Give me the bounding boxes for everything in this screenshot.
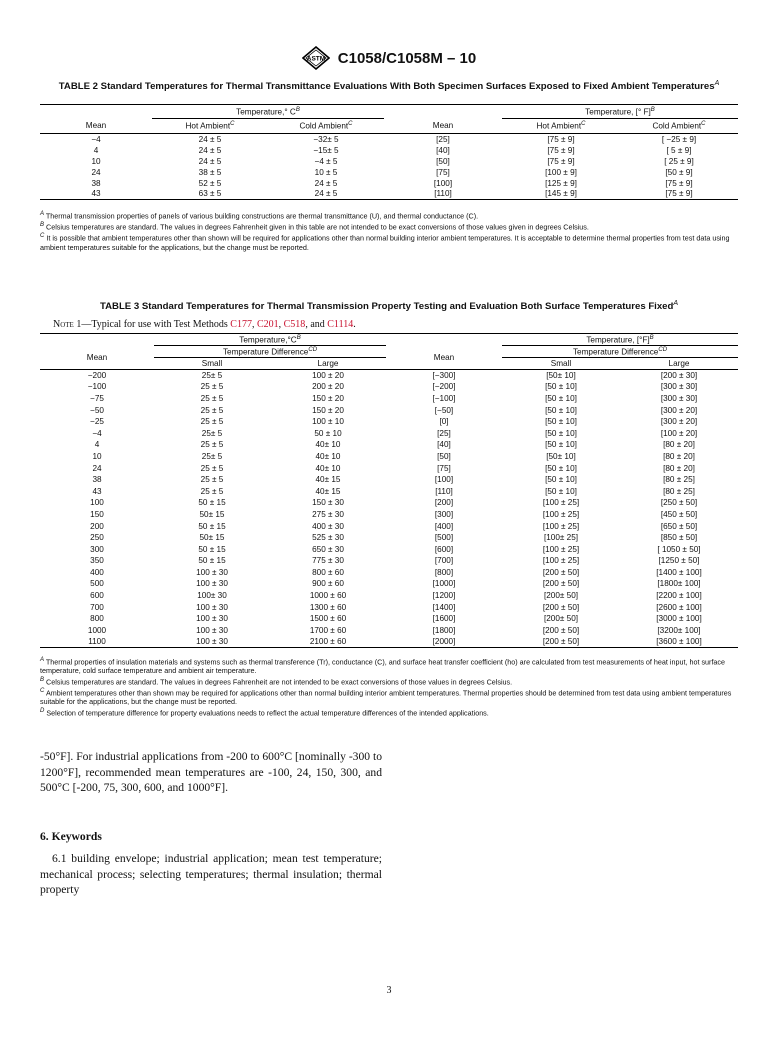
table3-cell: 25 ± 5 <box>200 440 224 450</box>
table3-cell: 150 ± 30 <box>312 498 344 508</box>
table3-cell: 150 ± 20 <box>312 405 344 415</box>
table3-row <box>40 509 738 521</box>
table3-cell: [850 ± 50] <box>660 533 698 543</box>
document-designation: C1058/C1058M – 10 <box>337 49 477 67</box>
table3-cell: 600 <box>90 591 104 601</box>
table2-col-mean-f: Mean <box>432 121 454 131</box>
table2-cell: −4 ± 5 <box>314 156 338 166</box>
table3-cell: [50 ± 10] <box>545 428 577 438</box>
table3-row <box>40 497 738 509</box>
table3-cell: 350 <box>90 556 104 566</box>
section-heading-keywords: 6. Keywords <box>40 830 102 843</box>
table3-row <box>40 485 738 497</box>
table3-cell: [80 ± 20] <box>663 440 695 450</box>
table3-cell: 43 <box>92 486 102 496</box>
table3-cell: 25± 5 <box>201 371 223 381</box>
table3-cell: [400] <box>434 521 454 531</box>
table2-cell: [75] <box>436 167 450 177</box>
table3-cell: [50 ± 10] <box>545 405 577 415</box>
table2-body <box>40 134 738 200</box>
table3-cell: [100] <box>434 475 454 485</box>
table2-cell: 24 ± 5 <box>198 156 222 166</box>
table2-row <box>40 156 738 167</box>
table3-cell: [50± 10] <box>546 451 576 461</box>
table3-cell: 50 ± 15 <box>198 498 226 508</box>
table3-cell: 650 ± 30 <box>312 544 344 554</box>
table3-cell: 4 <box>94 440 100 450</box>
table3-cell: 25 ± 5 <box>200 393 224 403</box>
table2-cell: 4 <box>93 145 99 155</box>
table3-row <box>40 427 738 439</box>
table3-cell: 10 <box>92 451 102 461</box>
table2-caption: TABLE 2 Standard Temperatures for Thermal Transmittance Evaluations With Both Specimen Surfaces Exposed to Fixed Ambient Temperatures$^A$ <box>58 80 720 93</box>
table3-cell: 25 ± 5 <box>200 486 224 496</box>
table3-cell: [1600] <box>432 614 456 624</box>
table2-cell: 43 <box>91 189 101 199</box>
table3-cell: [80 ± 20] <box>663 463 695 473</box>
table3-cell: 300 <box>90 544 104 554</box>
table3-cell: 100 <box>90 498 104 508</box>
table3-group-celsius: $Temperature,^\circ C^B$ <box>154 334 386 346</box>
table3-footnote-c: $^C$ Ambient temperatures other than shown may be required for applications other than normal building interior ambient temperatures. Thermal properties should be determined from test data using ambient temperatures suitable for the applications, but the change must be reported. <box>40 688 732 707</box>
table3-cell: [200 ± 30] <box>660 371 698 381</box>
table3-cell: 38 <box>92 475 102 485</box>
table3-cell: [3600 ± 100] <box>656 637 702 647</box>
table3-cell: 2100 ± 60 <box>309 637 347 647</box>
table2-footnote-b: $^B$ Celsius temperatures are standard. The values in degrees Fahrenheit given in this table are not intended to be exact conversions of those values given in degrees Celsius. <box>40 222 589 232</box>
table3-cell: 1000 <box>87 625 107 635</box>
table2-row <box>40 134 738 145</box>
table3-cell: [0] <box>439 417 449 427</box>
table2-cell: [ 5 ± 9] <box>666 145 692 155</box>
table3-cell: [80 ± 25] <box>663 475 695 485</box>
table3-cell: [−50] <box>434 405 454 415</box>
table2-group-celsius: Temperature,° $C^B$ <box>152 105 384 119</box>
table3-cell: [50 ± 10] <box>545 417 577 427</box>
table3-row <box>40 462 738 474</box>
table3-cell: [1000] <box>432 579 456 589</box>
table3-cell: [3200± 100] <box>657 625 701 635</box>
table2-cell: [25] <box>436 134 450 144</box>
table3-row <box>40 439 738 451</box>
table3-cell: [25] <box>437 428 451 438</box>
table3-cell: [50] <box>437 451 451 461</box>
table2-group-fahrenheit: Temperature, [° F]$^B$ <box>502 105 738 119</box>
table3-cell: 40± 10 <box>315 440 341 450</box>
table3-col-small-f: Small <box>550 359 572 368</box>
table3-cell: [650 ± 50] <box>660 521 698 531</box>
ref-link-c201[interactable]: C201 <box>256 319 279 330</box>
table3-row <box>40 393 738 405</box>
table3-footnote-d: $^D$ Selection of temperature difference for property evaluations needs to reflect the actual temperature differences of the intended applications. <box>40 708 489 718</box>
table2-cell: 52 ± 5 <box>198 178 222 188</box>
table3-footnotes <box>40 656 738 718</box>
table2-footnote-a: $^A$ Thermal transmission properties of panels of various building constructions are thermal transmittance (U), and thermal conductance (C). <box>40 211 479 221</box>
table2-cell: [75 ± 9] <box>547 134 575 144</box>
table3-cell: [100 ± 25] <box>542 556 580 566</box>
ref-link-c177[interactable]: C177 <box>230 319 252 330</box>
table3-cell: 1100 <box>88 637 106 647</box>
table3-cell: 200 ± 20 <box>312 382 344 392</box>
table3-cell: [50 ± 10] <box>545 440 577 450</box>
table3-cell: [200] <box>434 498 454 508</box>
table3-cell: [1800± 100] <box>657 579 701 589</box>
table3-cell: 800 <box>90 614 104 624</box>
table3-cell: [300] <box>434 509 454 519</box>
table3-row <box>40 451 738 463</box>
table3-cell: 250 <box>90 533 104 543</box>
table3-cell: [100± 25] <box>543 533 579 543</box>
table3-row <box>40 590 738 602</box>
table3-cell: 100 ± 30 <box>196 637 228 647</box>
table3-cell: 100 ± 30 <box>196 602 228 612</box>
table2-col-cold: Cold Ambient$^C$ <box>299 121 353 131</box>
table3-cell: −100 <box>87 382 107 392</box>
table3-note: Note 1—Typical for use with Test Methods C177, C201, C518, and C1114. <box>53 319 356 330</box>
table3-cell: 50 ± 15 <box>198 544 226 554</box>
table3-cell: [−100] <box>432 393 456 403</box>
table2-cell: 24 ± 5 <box>198 134 222 144</box>
table3 <box>40 333 738 648</box>
table2-cell: [ −25 ± 9] <box>661 134 697 144</box>
table3-cell: 25± 5 <box>201 428 223 438</box>
table3-cell: [200 ± 50] <box>542 602 580 612</box>
table2-cell: [ 25 ± 9] <box>664 156 694 166</box>
table3-cell: 25 ± 5 <box>200 463 224 473</box>
table3-cell: [300 ± 30] <box>660 393 698 403</box>
table3-cell: [100 ± 25] <box>542 544 580 554</box>
table3-cell: [75] <box>437 463 451 473</box>
table3-cell: 400 <box>90 567 104 577</box>
table3-cell: [200± 50] <box>543 591 579 601</box>
table3-cell: 50 ± 15 <box>198 556 226 566</box>
table3-cell: [300 ± 20] <box>660 417 698 427</box>
table3-row <box>40 520 738 532</box>
table3-row <box>40 601 738 613</box>
table3-cell: 25 ± 5 <box>200 405 224 415</box>
table3-cell: 800 ± 60 <box>312 567 344 577</box>
table3-cell: [250 ± 50] <box>660 498 698 508</box>
table3-row <box>40 578 738 590</box>
table3-cell: 100 ± 30 <box>196 579 228 589</box>
table2-cell: [40] <box>436 145 450 155</box>
table3-cell: [300 ± 20] <box>660 405 698 415</box>
table3-cell: −75 <box>90 393 104 403</box>
table3-row <box>40 474 738 486</box>
table2-cell: [75 ± 9] <box>547 156 575 166</box>
table3-row <box>40 613 738 625</box>
table3-cell: 40± 10 <box>315 463 341 473</box>
table3-cell: 1700 ± 60 <box>309 625 347 635</box>
table2-cell: 24 ± 5 <box>314 189 338 199</box>
table3-cell: [500] <box>434 533 454 543</box>
table3-cell: [110] <box>435 486 453 496</box>
table3-cell: −25 <box>90 417 104 427</box>
table3-col-diff-f: Temperature Difference$^{CD}$ <box>502 346 738 358</box>
table2-row <box>40 145 738 156</box>
table3-footnote-b: $^B$ Celsius temperatures are standard. The values in degrees Fahrenheit are not intended to be exact conversions of those values in degrees Celsius. <box>40 676 513 687</box>
table3-cell: [ 1050 ± 50] <box>657 544 701 554</box>
table3-cell: 25 ± 5 <box>200 417 224 427</box>
table3-cell: [1800] <box>432 625 456 635</box>
table3-body <box>40 370 738 648</box>
table3-cell: 40± 15 <box>315 475 341 485</box>
table2-cell: [100 ± 9] <box>545 167 577 177</box>
table2-cell: [50] <box>436 156 450 166</box>
table3-cell: 100± 30 <box>197 591 227 601</box>
table2-cell: 24 <box>91 167 101 177</box>
table3-cell: [50± 10] <box>546 371 576 381</box>
table3-cell: [−300] <box>432 371 456 381</box>
table3-row <box>40 381 738 393</box>
table3-cell: [100 ± 25] <box>542 521 580 531</box>
table3-col-large-f: Large <box>668 359 690 368</box>
table3-cell: 150 ± 20 <box>312 393 344 403</box>
ref-link-c518[interactable]: C518 <box>283 319 306 330</box>
ref-link-c1114[interactable]: C1114 <box>327 319 354 330</box>
table2-cell: 63 ± 5 <box>198 189 222 199</box>
table3-cell: 100 ± 30 <box>196 614 228 624</box>
table2-cell: −4 <box>91 134 101 144</box>
table3-footnote-a: $^A$ Thermal properties of insulation materials and systems such as thermal transference (Tr), conductance (C), and surface heat transfer coefficient (ho) are calculated from test measurements of heat input, hot surface temperature, cold surface temperature and ambient air temperature. <box>40 657 726 676</box>
table3-row <box>40 567 738 579</box>
table2-col-hot: Hot Ambient$^C$ <box>185 121 235 131</box>
table2-cell: [110] <box>434 189 452 199</box>
table3-cell: 775 ± 30 <box>312 556 344 566</box>
table3-caption: TABLE 3 Standard Temperatures for Thermal Transmission Property Testing and Evaluation Both Surface Temperatures Fixed$^A$ <box>99 300 679 313</box>
table2-col-mean: Mean <box>85 121 107 131</box>
table3-cell: [1250 ± 50] <box>658 556 700 566</box>
table3-group-fahrenheit: Temperature, $[^\circ F]^B$ <box>502 334 738 346</box>
table3-cell: [50 ± 10] <box>545 463 577 473</box>
table3-row <box>40 370 738 382</box>
table3-cell: 50 ± 10 <box>314 428 342 438</box>
body-paragraph-keywords: 6.1 building envelope; industrial application; mean test temperature; mechanical process; selecting temperatures; thermal insulation; thermal property <box>40 852 382 897</box>
table3-cell: 1500 ± 60 <box>309 614 347 624</box>
table3-cell: [200 ± 50] <box>542 579 580 589</box>
body-paragraph-1: -50°F]. For industrial applications from -200 to 600°C [nominally -300 to 1200°F], recommended mean temperatures are -100, 24, 150, 300, and 500°C [-200, 75, 300, 600, and 1000°F]. <box>40 750 382 795</box>
page-header <box>0 46 778 70</box>
table3-cell: 525 ± 30 <box>312 533 344 543</box>
table3-cell: [3000 ± 100] <box>656 614 702 624</box>
table3-col-small: Small <box>201 359 223 368</box>
table3-cell: 25 ± 5 <box>200 382 224 392</box>
table3-row <box>40 636 738 648</box>
table3-cell: [50 ± 10] <box>545 475 577 485</box>
table3-cell: [50 ± 10] <box>545 382 577 392</box>
table2-cell: [75 ± 9] <box>665 189 693 199</box>
table3-cell: [450 ± 50] <box>660 509 698 519</box>
table2-row <box>40 189 738 200</box>
table3-cell: 500 <box>90 579 104 589</box>
table3-cell: [600] <box>434 544 454 554</box>
table3-cell: [2000] <box>432 637 456 647</box>
table3-cell: 50± 15 <box>199 509 225 519</box>
table3-cell: 100 ± 20 <box>312 371 344 381</box>
table3-cell: [200 ± 50] <box>542 567 580 577</box>
table3-cell: [1200] <box>432 591 456 601</box>
table2 <box>40 104 738 200</box>
table3-col-mean: Mean <box>40 346 154 370</box>
table2-footnote-c: $^C$ It is possible that ambient temperatures other than shown will be required for applications other than normal building interior ambient temperatures. It is acceptable to determine thermal properties from test data using ambient temperatures suitable for the applications, but the change must be reported. <box>40 233 730 252</box>
table2-header-row <box>40 119 738 134</box>
table3-col-diff: Temperature Difference$^{CD}$ <box>154 346 386 358</box>
table3-cell: [80 ± 20] <box>663 451 695 461</box>
table3-cell: 25 ± 5 <box>200 475 224 485</box>
table2-cell: 10 <box>91 156 101 166</box>
table3-cell: [100 ± 25] <box>542 498 580 508</box>
table2-cell: 24 ± 5 <box>314 178 338 188</box>
table2-cell: 38 ± 5 <box>198 167 222 177</box>
table3-col-large: Large <box>317 359 339 368</box>
table3-cell: [−200] <box>432 382 456 392</box>
table3-cell: [700] <box>434 556 454 566</box>
table2-cell: [145 ± 9] <box>545 189 577 199</box>
table3-cell: 150 <box>90 509 104 519</box>
table3-cell: 100 ± 10 <box>312 417 344 427</box>
table3-col-mean-f: Mean <box>386 346 502 370</box>
table3-cell: [40] <box>437 440 451 450</box>
table2-row <box>40 167 738 178</box>
table3-cell: 100 ± 30 <box>196 567 228 577</box>
table3-cell: 400 ± 30 <box>312 521 344 531</box>
table3-cell: 1000 ± 60 <box>309 591 347 601</box>
table3-cell: 200 <box>90 521 104 531</box>
table3-cell: 100 ± 30 <box>196 625 228 635</box>
table3-cell: 275 ± 30 <box>312 509 344 519</box>
table3-cell: [200± 50] <box>543 614 579 624</box>
table3-cell: 50 ± 15 <box>198 521 226 531</box>
table2-cell: [75 ± 9] <box>665 178 693 188</box>
table3-row <box>40 416 738 428</box>
table3-cell: [80 ± 25] <box>663 486 695 496</box>
astm-logo-icon <box>302 46 330 70</box>
table2-cell: 10 ± 5 <box>314 167 338 177</box>
table3-cell: 700 <box>90 602 104 612</box>
table2-col-hot-f: Hot Ambient$^C$ <box>536 121 586 131</box>
table3-row <box>40 532 738 544</box>
table3-cell: 1300 ± 60 <box>309 602 347 612</box>
table2-row <box>40 178 738 189</box>
table3-cell: [2600 ± 100] <box>656 602 702 612</box>
table3-cell: [2200 ± 100] <box>656 591 702 601</box>
page-number: 3 <box>386 985 392 996</box>
table3-cell: [100 ± 25] <box>542 509 580 519</box>
table3-cell: [1400] <box>432 602 456 612</box>
table2-cell: [100] <box>433 178 453 188</box>
table3-cell: [100 ± 20] <box>660 428 698 438</box>
table3-cell: [200 ± 50] <box>542 637 580 647</box>
table3-cell: −50 <box>90 405 104 415</box>
table3-row <box>40 555 738 567</box>
table3-cell: 40± 10 <box>315 451 341 461</box>
table2-cell: −15± 5 <box>313 145 339 155</box>
table2-cell: [125 ± 9] <box>545 178 577 188</box>
table3-cell: [50 ± 10] <box>545 393 577 403</box>
table3-cell: [300 ± 30] <box>660 382 698 392</box>
table3-cell: 40± 15 <box>315 486 341 496</box>
table3-cell: [1400 ± 100] <box>656 567 702 577</box>
table2-col-cold-f: Cold Ambient$^C$ <box>652 121 706 131</box>
table3-cell: 24 <box>92 463 102 473</box>
table3-row <box>40 625 738 637</box>
table3-cell: 25± 5 <box>201 451 223 461</box>
svg-text:ASTM: ASTM <box>306 55 325 63</box>
table3-cell: [200 ± 50] <box>542 625 580 635</box>
table2-footnotes <box>40 210 738 252</box>
table3-cell: −4 <box>92 428 102 438</box>
table2-cell: 24 ± 5 <box>198 145 222 155</box>
table3-cell: 50± 15 <box>199 533 225 543</box>
table2-cell: [50 ± 9] <box>665 167 693 177</box>
table3-cell: [50 ± 10] <box>545 486 577 496</box>
table2-cell: [75 ± 9] <box>547 145 575 155</box>
table2-cell: −32± 5 <box>313 134 339 144</box>
table2-cell: 38 <box>91 178 101 188</box>
table3-cell: 900 ± 60 <box>312 579 344 589</box>
table3-row <box>40 404 738 416</box>
table3-row <box>40 543 738 555</box>
table3-cell: −200 <box>87 371 107 381</box>
table3-cell: [800] <box>434 567 454 577</box>
